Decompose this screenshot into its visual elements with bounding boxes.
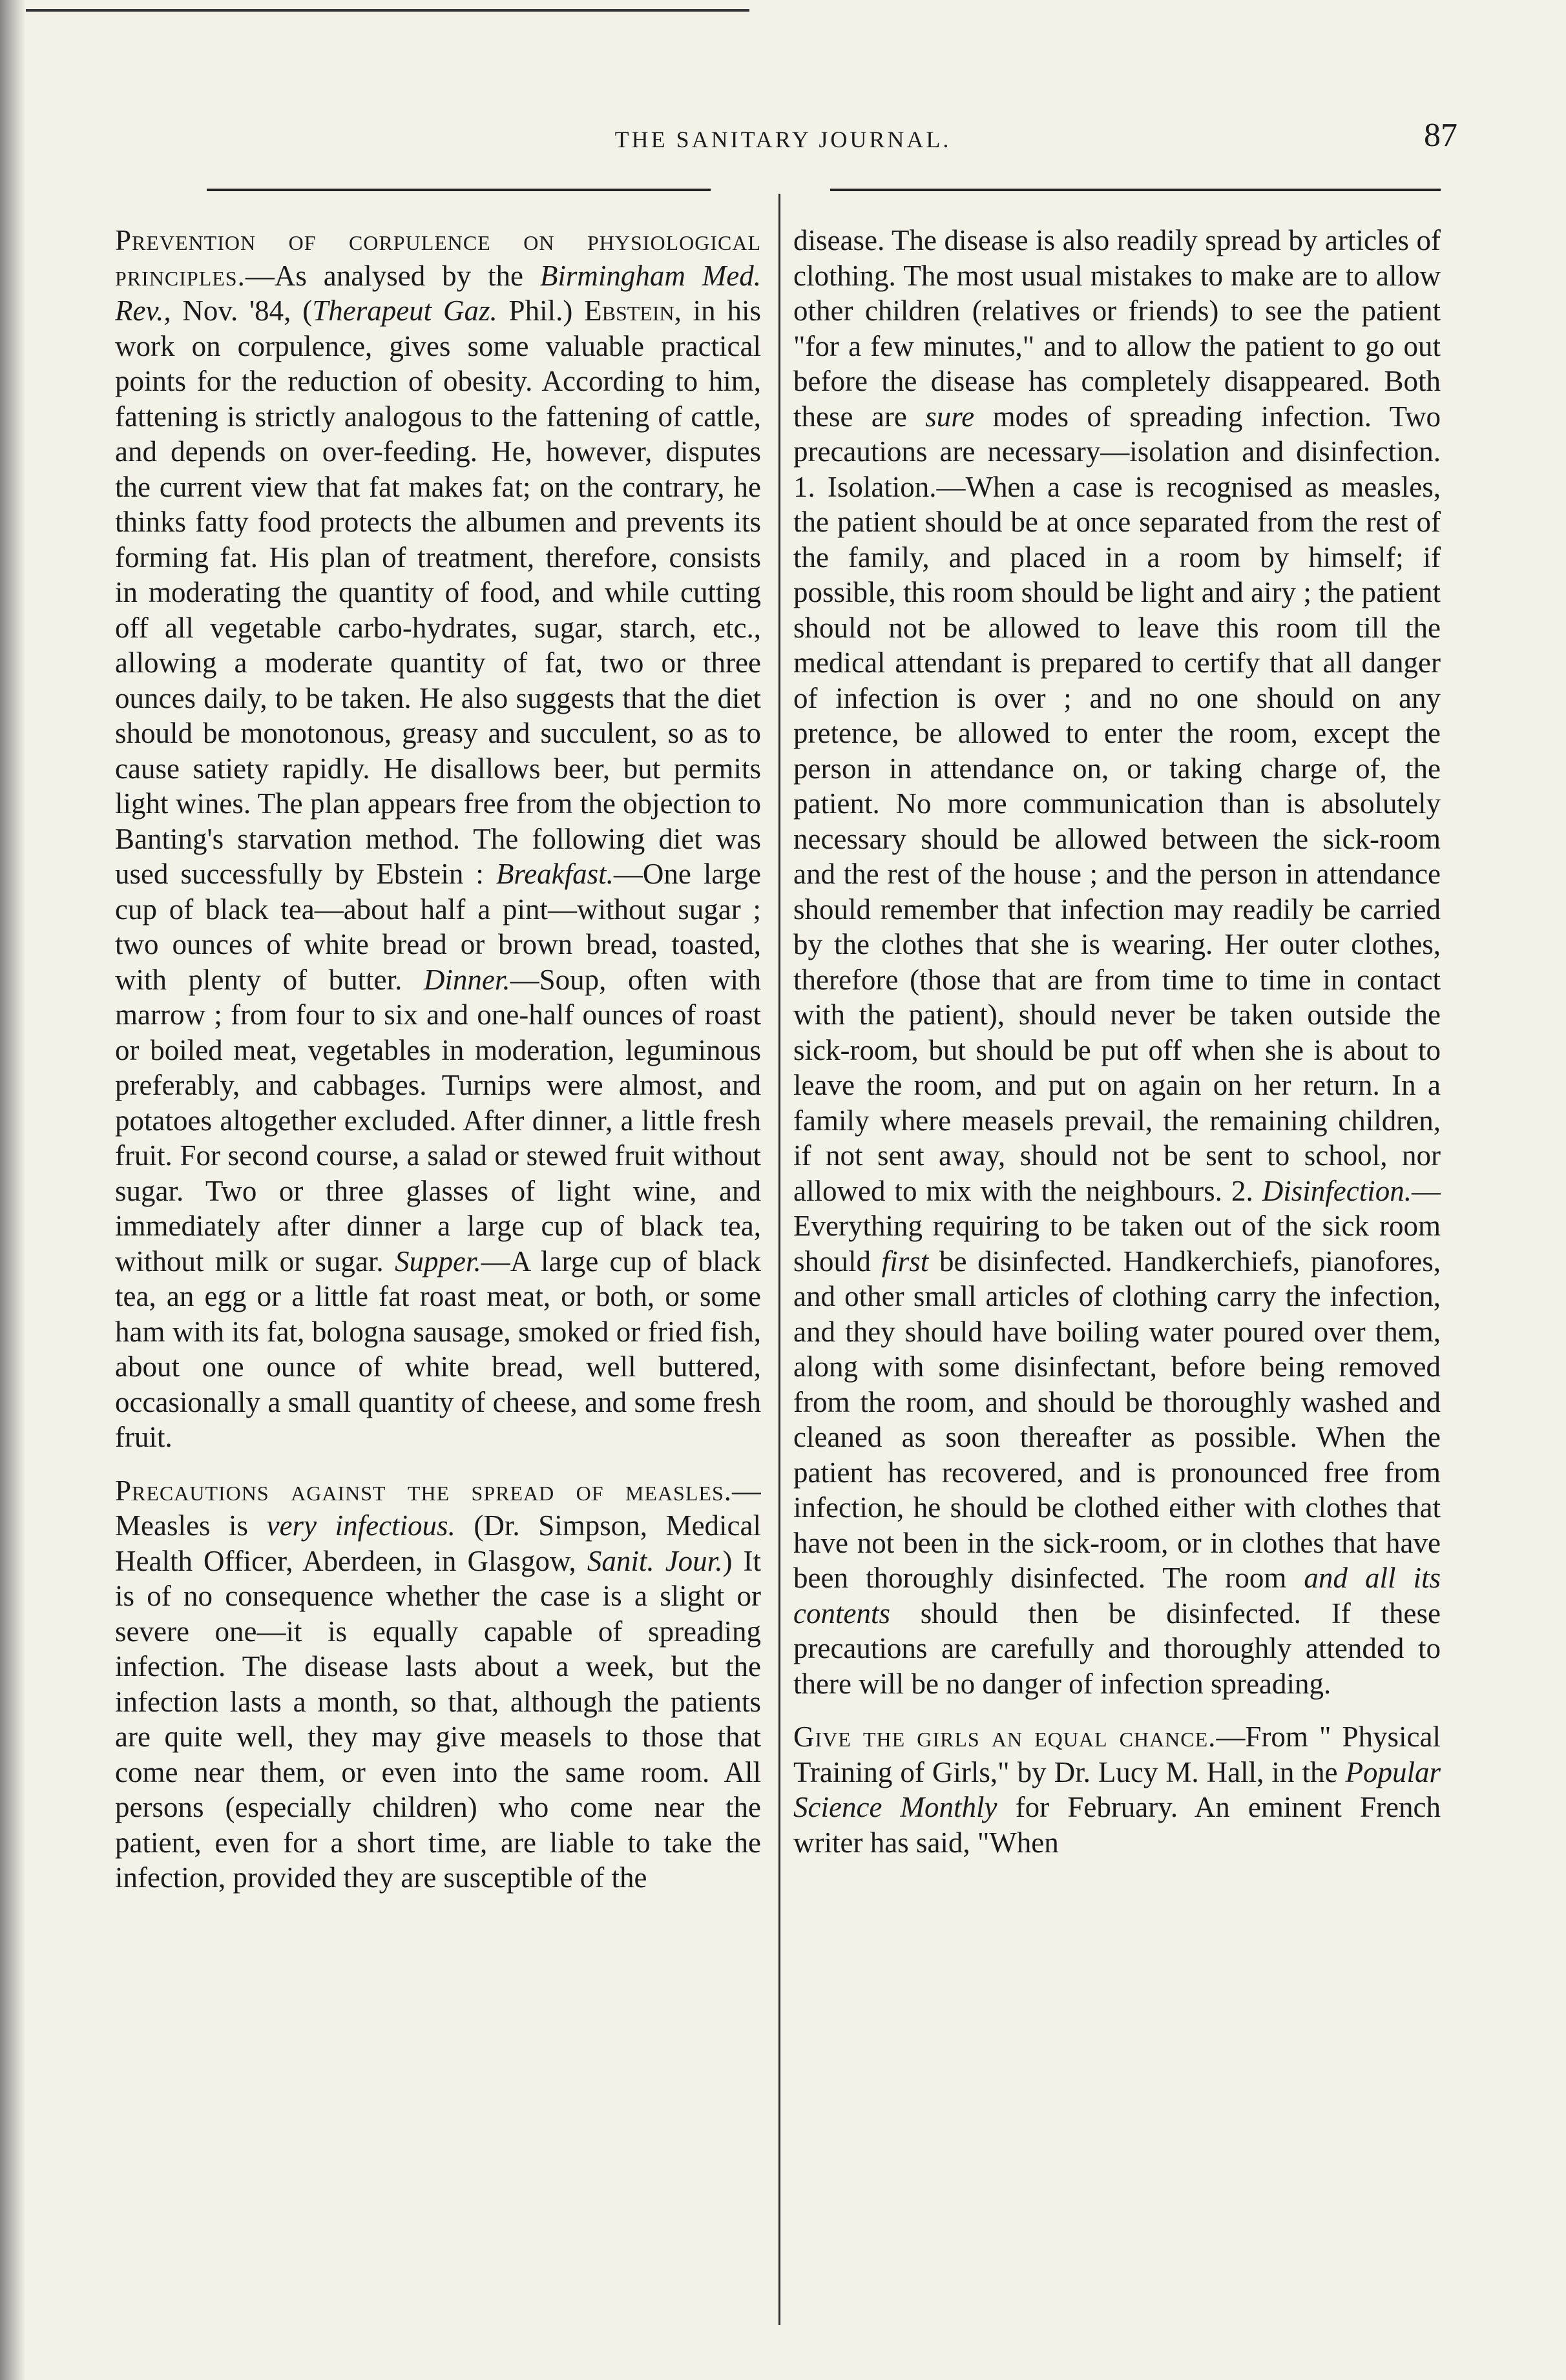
article-text: —Everything requiring to be taken out of the sick room should — [793, 1174, 1441, 1278]
header-rule-left — [207, 189, 711, 191]
article-text: in his work on corpulence, gives some valuable practical points for the reduction of obesity. According to him, fattening is strictly analogous to the fattening of cattle, and depends on over-feeding. He, however, disputes the current view that fat makes fat; on the contrary, he thinks fatty food protects the albumen and prevents its forming fat. His plan of treatment, therefore, consists in moderating the quantity of food, and while cutting off all vegetable carbo-hydrates, sugar, starch, etc., allowing a moderate quantity of fat, two or three ounces daily, to be taken. He also suggests that the diet should be monotonous, greasy and succulent, so as to cause satiety rapidly. He disallows beer, but permits light wines. The plan appears free from the objection to Banting's starvation method. The following diet was used successfully by Ebstein : — [115, 295, 761, 890]
header-rule-right — [830, 189, 1441, 191]
article-text: disease. The disease is also readily spread by articles of clothing. The most usual mistakes to make are to allow other children (relatives or friends) to see the patient "for a few minutes," and to allow the patient to go out before the disease has completely disappeared. Both these are — [793, 224, 1441, 433]
article-text: —Measles is — [115, 1474, 761, 1542]
source-citation: Sanit. Jour. — [587, 1544, 723, 1577]
article-measles — [115, 1473, 761, 1896]
article-text: —As analysed by the — [245, 259, 540, 292]
article-heading: Give the girls an equal chance. — [793, 1721, 1216, 1753]
source-citation: Therapeut Gaz. — [312, 295, 497, 327]
article-text: —A large cup of black tea, an egg or a little fat roast meat, or both, or some ham with its fat, bologna sausage, smoked or fried fish, about one ounce of white bread, well buttered, occasionally a small quantity of cheese, and some fresh fruit. — [115, 1245, 761, 1453]
page-top-rule — [26, 9, 749, 12]
article-text: ) It is of no consequence whether the case is a slight or severe one—it is equally capable of spreading infection. The disease lasts about a week, but the infection lasts a month, so that, although the patients are quite well, they may give measels to those that come near them, or even into the same room. All persons (especially children) who come near the patient, even for a short time, are liable to take the infection, provided they are susceptible of the — [115, 1544, 761, 1894]
page-number: 87 — [1424, 117, 1457, 154]
author-name: Ebstein, — [584, 295, 682, 327]
article-text: be disinfected. Handkerchiefs, pianofores, and other small articles of clothing carry the infection, and they should have boiling water poured over them, along with some disinfectant, before being removed from the room, and should be thoroughly washed and cleaned as soon thereafter as possible. When the patient has recovered, and is pronounced free from infection, he should be clothed either with clothes that have not been in the sick-room, or in clothes that have been thoroughly disinfected. The room — [793, 1245, 1441, 1594]
article-text: —Soup, often with marrow ; from four to six and one-half ounces of roast or boiled meat, vegetables in moderation, leguminous preferably, and cabbages. Turnips were almost, and potatoes altogether excluded. After dinner, a little fresh fruit. For second course, a salad or stewed fruit without sugar. Two or three glasses of light wine, and immediately after dinner a large cup of black tea, without milk or sugar. — [115, 963, 761, 1278]
article-heading: Precautions against the spread of measles. — [115, 1474, 732, 1507]
article-text: should then be disinfected. If these precautions are carefully and thoroughly attended to there will be no danger of infection spreading. — [793, 1597, 1441, 1700]
running-head: THE SANITARY JOURNAL. — [614, 127, 952, 152]
right-column — [793, 223, 1441, 2348]
article-text: Nov. '84, ( — [171, 295, 313, 327]
article-text: —From " Physical Training of Girls," by Dr. Lucy M. Hall, in the — [793, 1721, 1441, 1788]
meal-label: Dinner. — [423, 963, 510, 996]
article-girls — [793, 1719, 1441, 1860]
left-column — [115, 223, 761, 2348]
article-text: —One large cup of black tea—about half a pint—without sugar ; two ounces of white bread or brown bread, toasted, with plenty of butter. — [115, 858, 761, 996]
meal-label: Breakfast. — [496, 858, 614, 890]
article-text: for February. An eminent French writer has said, "When — [793, 1791, 1441, 1859]
emphasis: and all its contents — [793, 1562, 1441, 1630]
article-text: modes of spreading infection. Two precautions are necessary—isolation and disinfection. 1. Isolation.—When a case is recognised as measles, the patient should be at once separated from the rest of the family, and placed in a room by himself; if possible, this room should be light and airy ; the patient should not be allowed to leave this room till the medical attendant is prepared to certify that all danger of infection is over ; and no one should on any pretence, be allowed to enter the room, except the person in attendance on, or taking charge of, the patient. No more communication than is absolutely necessary should be allowed between the sick-room and the rest of the house ; and the person in attendance should remember that infection may readily be carried by the clothes that she is wearing. Her outer clothes, therefore (those that are from time to time in contact with the patient), should never be taken outside the sick-room, but should be put off when she is about to leave the room, and put on again on her return. In a family where measels prevail, the remaining children, if not sent away, should not be sent to school, nor allowed to mix with the neighbours. 2. — [793, 400, 1441, 1207]
article-text: Phil.) — [497, 295, 585, 327]
meal-label: Supper. — [394, 1245, 481, 1278]
section-label: Disinfection. — [1262, 1174, 1412, 1207]
scan-edge-shadow — [0, 0, 26, 2380]
source-citation: Birmingham Med. Rev., — [115, 259, 761, 327]
emphasis: sure — [925, 400, 975, 433]
source-citation: Popular Science Monthly — [793, 1755, 1441, 1823]
article-text: (Dr. Simpson, Medical Health Officer, Aberdeen, in Glasgow, — [115, 1509, 761, 1577]
article-corpulence — [115, 223, 761, 1455]
emphasis: very infectious. — [266, 1509, 455, 1542]
article-heading: Prevention of corpulence on physiological principles. — [115, 224, 761, 292]
column-divider — [778, 194, 780, 2325]
emphasis: first — [881, 1245, 929, 1278]
article-measles-continued — [793, 223, 1441, 1701]
